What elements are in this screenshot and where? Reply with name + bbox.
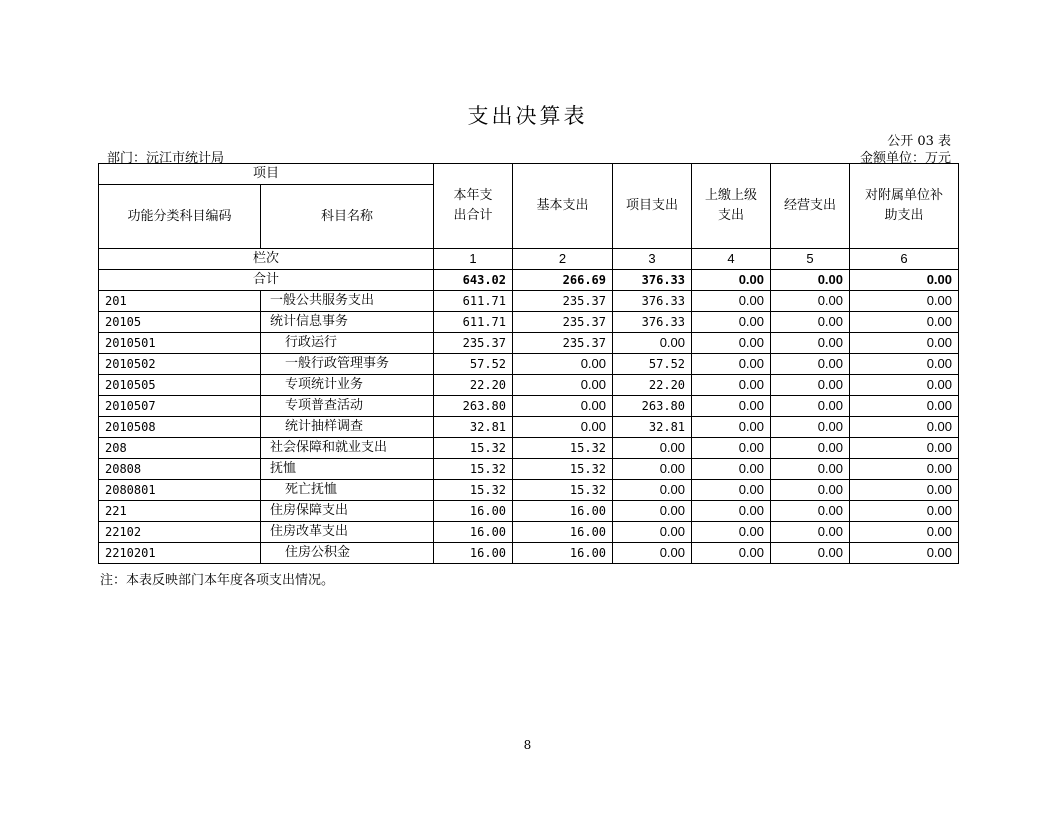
row-upper: 0.00 — [692, 417, 771, 438]
row-subsidy: 0.00 — [850, 333, 959, 354]
row-upper: 0.00 — [692, 480, 771, 501]
row-upper: 0.00 — [692, 312, 771, 333]
col-index-2: 2 — [513, 249, 613, 270]
form-number: 公开 03 表 — [887, 134, 951, 149]
row-subsidy: 0.00 — [850, 501, 959, 522]
table-row — [99, 333, 959, 354]
row-code: 2010508 — [99, 417, 261, 438]
total-project: 376.33 — [613, 270, 692, 291]
row-code: 2010507 — [99, 396, 261, 417]
table-note: 注：本表反映部门本年度各项支出情况。 — [100, 573, 335, 588]
row-project: 0.00 — [613, 333, 692, 354]
row-subsidy: 0.00 — [850, 480, 959, 501]
row-project: 376.33 — [613, 312, 692, 333]
row-project: 0.00 — [613, 459, 692, 480]
row-upper: 0.00 — [692, 522, 771, 543]
row-total: 611.71 — [434, 312, 513, 333]
row-basic: 16.00 — [513, 501, 613, 522]
total-business: 0.00 — [771, 270, 850, 291]
row-project: 376.33 — [613, 291, 692, 312]
row-basic: 0.00 — [513, 354, 613, 375]
row-name: 专项普查活动 — [261, 396, 434, 417]
table-row — [99, 354, 959, 375]
row-name: 死亡抚恤 — [261, 480, 434, 501]
row-name: 行政运行 — [261, 333, 434, 354]
row-name: 统计抽样调查 — [261, 417, 434, 438]
row-subsidy: 0.00 — [850, 375, 959, 396]
row-name: 住房保障支出 — [261, 501, 434, 522]
row-code: 2010501 — [99, 333, 261, 354]
row-upper: 0.00 — [692, 333, 771, 354]
row-project: 0.00 — [613, 501, 692, 522]
row-total: 57.52 — [434, 354, 513, 375]
row-basic: 0.00 — [513, 375, 613, 396]
row-name: 专项统计业务 — [261, 375, 434, 396]
row-total: 15.32 — [434, 438, 513, 459]
table-row — [99, 501, 959, 522]
table-row — [99, 522, 959, 543]
row-code: 2010502 — [99, 354, 261, 375]
row-subsidy: 0.00 — [850, 291, 959, 312]
department-label: 部门：沅江市统计局 — [107, 151, 225, 166]
row-total: 16.00 — [434, 501, 513, 522]
row-total: 32.81 — [434, 417, 513, 438]
page-number: 8 — [523, 738, 532, 752]
header-total: 本年支出合计 — [434, 164, 513, 249]
row-business: 0.00 — [771, 438, 850, 459]
row-business: 0.00 — [771, 312, 850, 333]
row-subsidy: 0.00 — [850, 543, 959, 564]
row-subsidy: 0.00 — [850, 354, 959, 375]
row-business: 0.00 — [771, 522, 850, 543]
row-code: 208 — [99, 438, 261, 459]
total-subsidy: 0.00 — [850, 270, 959, 291]
unit-label: 金额单位：万元 — [859, 151, 951, 166]
row-business: 0.00 — [771, 354, 850, 375]
row-code: 22102 — [99, 522, 261, 543]
row-upper: 0.00 — [692, 396, 771, 417]
row-basic: 16.00 — [513, 543, 613, 564]
table-row — [99, 291, 959, 312]
col-index-4: 4 — [692, 249, 771, 270]
row-subsidy: 0.00 — [850, 312, 959, 333]
row-total: 22.20 — [434, 375, 513, 396]
row-code: 201 — [99, 291, 261, 312]
row-name: 住房公积金 — [261, 543, 434, 564]
page-title: 支出决算表 — [467, 104, 588, 128]
row-basic: 15.32 — [513, 459, 613, 480]
col-index-5: 5 — [771, 249, 850, 270]
expenditure-table — [98, 163, 959, 564]
row-subsidy: 0.00 — [850, 417, 959, 438]
row-business: 0.00 — [771, 333, 850, 354]
table-row — [99, 312, 959, 333]
row-code: 2210201 — [99, 543, 261, 564]
header-name: 科目名称 — [261, 185, 434, 249]
row-subsidy: 0.00 — [850, 438, 959, 459]
total-upper: 0.00 — [692, 270, 771, 291]
header-subsidy: 对附属单位补助支出 — [850, 164, 959, 249]
table-row — [99, 480, 959, 501]
row-code: 2010505 — [99, 375, 261, 396]
total-basic: 266.69 — [513, 270, 613, 291]
row-business: 0.00 — [771, 375, 850, 396]
header-project: 项目支出 — [613, 164, 692, 249]
row-basic: 0.00 — [513, 417, 613, 438]
row-subsidy: 0.00 — [850, 459, 959, 480]
header-code: 功能分类科目编码 — [99, 185, 261, 249]
row-basic: 235.37 — [513, 312, 613, 333]
row-name: 抚恤 — [261, 459, 434, 480]
total-row — [99, 270, 959, 291]
row-total: 235.37 — [434, 333, 513, 354]
table-row — [99, 396, 959, 417]
row-total: 263.80 — [434, 396, 513, 417]
row-business: 0.00 — [771, 291, 850, 312]
row-basic: 0.00 — [513, 396, 613, 417]
row-business: 0.00 — [771, 543, 850, 564]
row-basic: 15.32 — [513, 480, 613, 501]
row-code: 20808 — [99, 459, 261, 480]
table-row — [99, 543, 959, 564]
row-name: 住房改革支出 — [261, 522, 434, 543]
row-subsidy: 0.00 — [850, 522, 959, 543]
row-project: 22.20 — [613, 375, 692, 396]
row-project: 263.80 — [613, 396, 692, 417]
header-basic: 基本支出 — [513, 164, 613, 249]
row-business: 0.00 — [771, 480, 850, 501]
header-lanci: 栏次 — [99, 249, 434, 270]
row-upper: 0.00 — [692, 459, 771, 480]
col-index-3: 3 — [613, 249, 692, 270]
header-upper: 上缴上级支出 — [692, 164, 771, 249]
row-name: 一般行政管理事务 — [261, 354, 434, 375]
row-name: 社会保障和就业支出 — [261, 438, 434, 459]
row-upper: 0.00 — [692, 291, 771, 312]
row-total: 16.00 — [434, 543, 513, 564]
row-name: 一般公共服务支出 — [261, 291, 434, 312]
row-project: 0.00 — [613, 522, 692, 543]
total-amount: 643.02 — [434, 270, 513, 291]
row-project: 32.81 — [613, 417, 692, 438]
col-index-1: 1 — [434, 249, 513, 270]
row-project: 0.00 — [613, 480, 692, 501]
row-total: 611.71 — [434, 291, 513, 312]
row-project: 0.00 — [613, 543, 692, 564]
table-row — [99, 375, 959, 396]
row-code: 221 — [99, 501, 261, 522]
row-basic: 15.32 — [513, 438, 613, 459]
col-index-6: 6 — [850, 249, 959, 270]
row-project: 57.52 — [613, 354, 692, 375]
row-total: 16.00 — [434, 522, 513, 543]
row-business: 0.00 — [771, 417, 850, 438]
row-total: 15.32 — [434, 480, 513, 501]
row-subsidy: 0.00 — [850, 396, 959, 417]
row-code: 2080801 — [99, 480, 261, 501]
header-item: 项目 — [99, 164, 434, 185]
table-row — [99, 438, 959, 459]
row-code: 20105 — [99, 312, 261, 333]
row-basic: 16.00 — [513, 522, 613, 543]
row-business: 0.00 — [771, 396, 850, 417]
header-business: 经营支出 — [771, 164, 850, 249]
row-total: 15.32 — [434, 459, 513, 480]
row-upper: 0.00 — [692, 354, 771, 375]
row-basic: 235.37 — [513, 333, 613, 354]
row-business: 0.00 — [771, 501, 850, 522]
table-row — [99, 417, 959, 438]
row-upper: 0.00 — [692, 375, 771, 396]
row-basic: 235.37 — [513, 291, 613, 312]
row-upper: 0.00 — [692, 438, 771, 459]
total-label: 合计 — [99, 270, 434, 291]
table-row — [99, 459, 959, 480]
row-name: 统计信息事务 — [261, 312, 434, 333]
row-project: 0.00 — [613, 438, 692, 459]
row-business: 0.00 — [771, 459, 850, 480]
row-upper: 0.00 — [692, 543, 771, 564]
row-upper: 0.00 — [692, 501, 771, 522]
